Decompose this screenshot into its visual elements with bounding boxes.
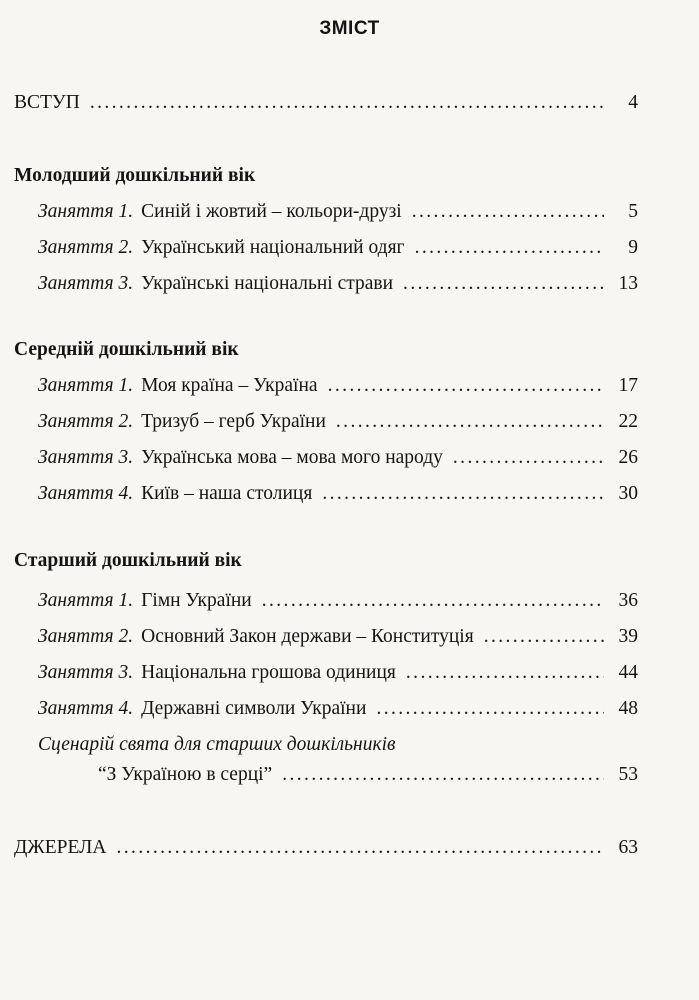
leader-dots	[90, 92, 604, 114]
toc-entry-title: Основний Закон держави – Конституція	[141, 626, 474, 647]
toc-page-number: 36	[618, 590, 638, 611]
toc-entry-title: Державні символи України	[141, 698, 367, 719]
toc-entry[interactable]	[38, 447, 638, 469]
toc-page-number: 30	[618, 483, 638, 504]
toc-page-number: 9	[628, 237, 638, 258]
toc-page-number: 39	[618, 626, 638, 647]
toc-entry-title: Український національний одяг	[141, 237, 405, 258]
toc-entry-title: Українська мова – мова мого народу	[141, 447, 443, 468]
page-title: ЗМІСТ	[319, 18, 380, 39]
toc-entry-title: “З Україною в серці”	[98, 764, 273, 785]
toc-page-number: 4	[628, 92, 638, 113]
toc-entry-title: ВСТУП	[14, 92, 80, 113]
toc-entry-title: Тризуб – герб України	[141, 411, 326, 432]
toc-page-number: 53	[618, 764, 638, 785]
toc-entry[interactable]	[38, 375, 638, 397]
toc-entry[interactable]	[38, 626, 638, 648]
section-heading-junior: Молодший дошкільний вік	[14, 165, 256, 186]
leader-dots	[282, 764, 604, 786]
toc-entry-title: Київ – наша столиця	[141, 483, 313, 504]
toc-page-number: 22	[618, 411, 638, 432]
leader-dots	[453, 447, 604, 469]
toc-entry[interactable]	[38, 411, 638, 433]
leader-dots	[336, 411, 604, 433]
lesson-label: Заняття 4.	[38, 698, 134, 719]
leader-dots	[376, 698, 604, 720]
lesson-label: Заняття 2.	[38, 237, 134, 258]
lesson-label: Заняття 1.	[38, 201, 134, 222]
toc-entry-scenario[interactable]	[98, 764, 638, 786]
toc-entry-title: Моя країна – Україна	[141, 375, 318, 396]
lesson-label: Заняття 4.	[38, 483, 134, 504]
scenario-label: Сценарій свята для старших дошкільників	[38, 734, 396, 755]
toc-page-number: 48	[618, 698, 638, 719]
toc-page-number: 5	[628, 201, 638, 222]
leader-dots	[328, 375, 604, 397]
leader-dots	[322, 483, 604, 505]
lesson-label: Заняття 1.	[38, 590, 134, 611]
toc-page-number: 13	[618, 273, 638, 294]
lesson-label: Заняття 3.	[38, 447, 134, 468]
toc-entry[interactable]	[38, 483, 638, 505]
toc-entry[interactable]	[38, 273, 638, 295]
toc-page-number: 26	[618, 447, 638, 468]
toc-page-number: 63	[618, 837, 638, 858]
lesson-label: Заняття 3.	[38, 273, 134, 294]
leader-dots	[117, 837, 605, 859]
toc-page-number: 17	[618, 375, 638, 396]
leader-dots	[262, 590, 604, 612]
toc-entry-title: Українські національні страви	[141, 273, 394, 294]
leader-dots	[403, 273, 604, 295]
section-heading-senior: Старший дошкільний вік	[14, 550, 242, 571]
toc-entry-title: Синій і жовтий – кольори-друзі	[141, 201, 402, 222]
leader-dots	[412, 201, 604, 223]
leader-dots	[415, 237, 604, 259]
toc-entry-title: Національна грошова одиниця	[141, 662, 396, 683]
lesson-label: Заняття 2.	[38, 411, 134, 432]
toc-entry[interactable]	[38, 237, 638, 259]
toc-entry-intro[interactable]	[14, 92, 638, 114]
section-heading-middle: Середній дошкільний вік	[14, 339, 239, 360]
lesson-label: Заняття 3.	[38, 662, 134, 683]
lesson-label: Заняття 2.	[38, 626, 134, 647]
toc-entry-sources[interactable]	[14, 837, 638, 859]
toc-page-number: 44	[618, 662, 638, 683]
toc-entry[interactable]	[38, 698, 638, 720]
toc-entry[interactable]	[38, 662, 638, 684]
toc-entry-title: ДЖЕРЕЛА	[14, 837, 107, 858]
toc-entry-title: Гімн України	[141, 590, 252, 611]
leader-dots	[484, 626, 604, 648]
toc-entry[interactable]	[38, 590, 638, 612]
lesson-label: Заняття 1.	[38, 375, 134, 396]
toc-entry[interactable]	[38, 201, 638, 223]
leader-dots	[406, 662, 604, 684]
